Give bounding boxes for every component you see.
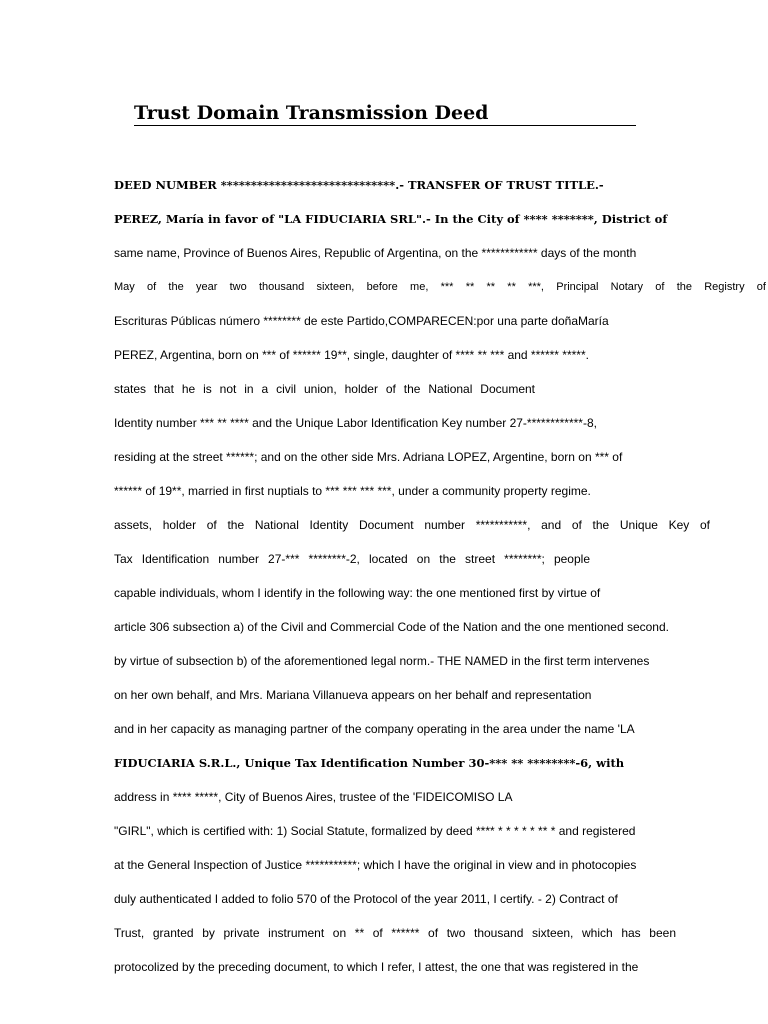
document-line-20: "GIRL", which is certified with: 1) Social Statute, formalized by deed **** * * * * * ** * and registered [114,824,636,838]
document-line-12: Tax Identification number 27-*** ********-2, located on the street ********; people [114,552,590,566]
document-line-16: on her own behalf, and Mrs. Mariana Villanueva appears on her behalf and representation [114,688,592,702]
document-line-8: Identity number *** ** **** and the Unique Labor Identification Key number 27-************-8, [114,416,597,430]
document-line-14: article 306 subsection a) of the Civil and Commercial Code of the Nation and the one mentioned second. [114,620,669,634]
document-line-13: capable individuals, whom I identify in the following way: the one mentioned first by virtue of [114,586,601,600]
document-line-15: by virtue of subsection b) of the aforementioned legal norm.- THE NAMED in the first term intervenes [114,654,650,668]
document-line-24: protocolized by the preceding document, to which I refer, I attest, the one that was registered in the [114,960,639,974]
document-line-4: May of the year two thousand sixteen, before me, *** ** ** ** ***, Principal Notary of the Registry of [114,281,766,293]
document-line-1: DEED NUMBER *****************************.- TRANSFER OF TRUST TITLE.- [114,178,604,192]
document-line-11: assets, holder of the National Identity Document number ***********, and of the Unique Key of [114,518,710,532]
document-line-6: PEREZ, Argentina, born on *** of ****** 19**, single, daughter of **** ** *** and ****** *****. [114,348,589,362]
document-title: Trust Domain Transmission Deed [134,101,636,126]
document-line-18: FIDUCIARIA S.R.L., Unique Tax Identification Number 30-*** ** ********-6, with [114,756,625,770]
document-line-21: at the General Inspection of Justice ***********; which I have the original in view and in photocopies [114,858,637,872]
document-line-5: Escrituras Públicas número ******** de este Partido,COMPARECEN:por una parte doñaMaría [114,314,609,328]
document-line-9: residing at the street ******; and on the other side Mrs. Adriana LOPEZ, Argentine, born on *** of [114,450,623,464]
document-line-10: ****** of 19**, married in first nuptials to *** *** *** ***, under a community property regime. [114,484,591,498]
document-line-22: duly authenticated I added to folio 570 of the Protocol of the year 2011, I certify. - 2) Contract of [114,892,618,906]
document-line-19: address in **** *****, City of Buenos Aires, trustee of the 'FIDEICOMISO LA [114,790,513,804]
document-line-3: same name, Province of Buenos Aires, Republic of Argentina, on the ************ days of the month [114,246,637,260]
document-line-7: states that he is not in a civil union, holder of the National Document [114,382,535,396]
document-line-2: PEREZ, María in favor of "LA FIDUCIARIA SRL".- In the City of **** *******, District of [114,212,668,226]
document-line-17: and in her capacity as managing partner of the company operating in the area under the name 'LA [114,722,635,736]
document-line-23: Trust, granted by private instrument on ** of ****** of two thousand sixteen, which has been [114,926,676,940]
